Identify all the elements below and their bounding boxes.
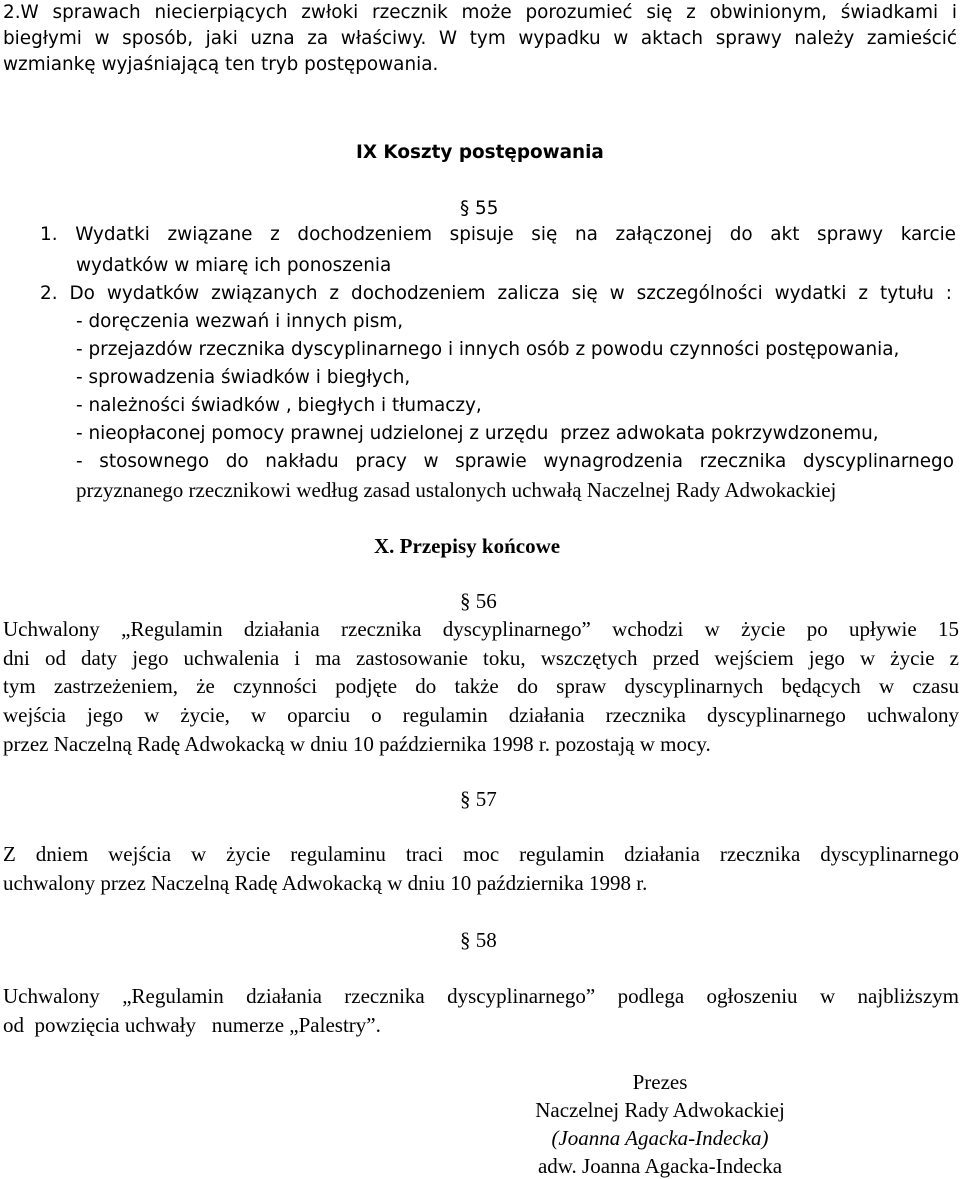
par56-line: Uchwalony „Regulamin działania rzecznika dyscyplinarnego” wchodzi w życie po upływie 15 — [3, 617, 959, 641]
par58-line: od powzięcia uchwały numerze „Palestry”. — [3, 1013, 381, 1037]
par55-list-item: - stosownego do nakładu pracy w sprawie wynagrodzenia rzecznika dyscyplinarnego — [76, 451, 954, 472]
intro-line-3: wzmiankę wyjaśniającą ten tryb postępowania. — [3, 54, 439, 75]
par55-list-item: - doręczenia wezwań i innych pism, — [76, 311, 404, 332]
paragraph-55-label: § 55 — [460, 198, 499, 219]
par57-line: Z dniem wejścia w życie regulaminu traci moc regulamin działania rzecznika dyscyplinarnego — [3, 842, 959, 866]
section-x-heading: X. Przepisy końcowe — [374, 534, 561, 558]
par57-line: uchwalony przez Naczelną Radę Adwokacką w dniu 10 października 1998 r. — [3, 871, 648, 895]
par56-line: przez Naczelną Radę Adwokacką w dniu 10 października 1998 r. pozostają w mocy. — [3, 732, 711, 756]
par55-item1-line-1: 1. Wydatki związane z dochodzeniem spisuje się na załączonej do akt sprawy karcie — [40, 224, 956, 245]
par55-list-item: - przejazdów rzecznika dyscyplinarnego i innych osób z powodu czynności postępowania, — [76, 339, 900, 360]
signature-body: Naczelnej Rady Adwokackiej — [535, 1098, 785, 1122]
paragraph-56-label: § 56 — [460, 589, 497, 613]
par55-list-item: - należności świadków , biegłych i tłumaczy, — [76, 395, 482, 416]
par55-item1-line-2: wydatków w miarę ich ponoszenia — [76, 255, 392, 276]
par56-line: dni od daty jego uchwalenia i ma zastosowanie toku, wszczętych przed wejściem jego w życie z — [3, 646, 959, 670]
paragraph-58-label: § 58 — [460, 928, 497, 952]
section-ix-heading: IX Koszty postępowania — [356, 142, 604, 163]
par56-line: tym zastrzeżeniem, że czynności podjęte do także do spraw dyscyplinarnych będących w czasu — [3, 674, 959, 698]
par55-list-item-continuation: przyznanego rzecznikowi według zasad ustalonych uchwałą Naczelnej Rady Adwokackiej — [76, 478, 837, 502]
par58-line: Uchwalony „Regulamin działania rzecznika dyscyplinarnego” podlega ogłoszeniu w najbliższym — [3, 984, 959, 1008]
signature-title: Prezes — [632, 1070, 688, 1094]
intro-line-1: 2.W sprawach niecierpiących zwłoki rzecznik może porozumieć się z obwinionym, świadkami i — [3, 2, 957, 23]
paragraph-57-label: § 57 — [460, 787, 497, 811]
par56-line: wejścia jego w życie, w oparciu o regulamin działania rzecznika dyscyplinarnego uchwalony — [3, 703, 959, 727]
par55-item2-line-1: 2. Do wydatków związanych z dochodzeniem zalicza się w szczególności wydatki z tytułu : — [40, 283, 952, 304]
par55-list-item: - sprowadzenia świadków i biegłych, — [76, 367, 411, 388]
signature-name: adw. Joanna Agacka-Indecka — [537, 1154, 783, 1178]
signature-name-italic: (Joanna Agacka-Indecka) — [551, 1126, 769, 1150]
intro-line-2: biegłymi w sposób, jaki uzna za właściwy. W tym wypadku w aktach sprawy należy zamieścić — [3, 28, 957, 49]
par55-list-item: - nieopłaconej pomocy prawnej udzielonej z urzędu przez adwokata pokrzywdzonemu, — [76, 423, 879, 444]
